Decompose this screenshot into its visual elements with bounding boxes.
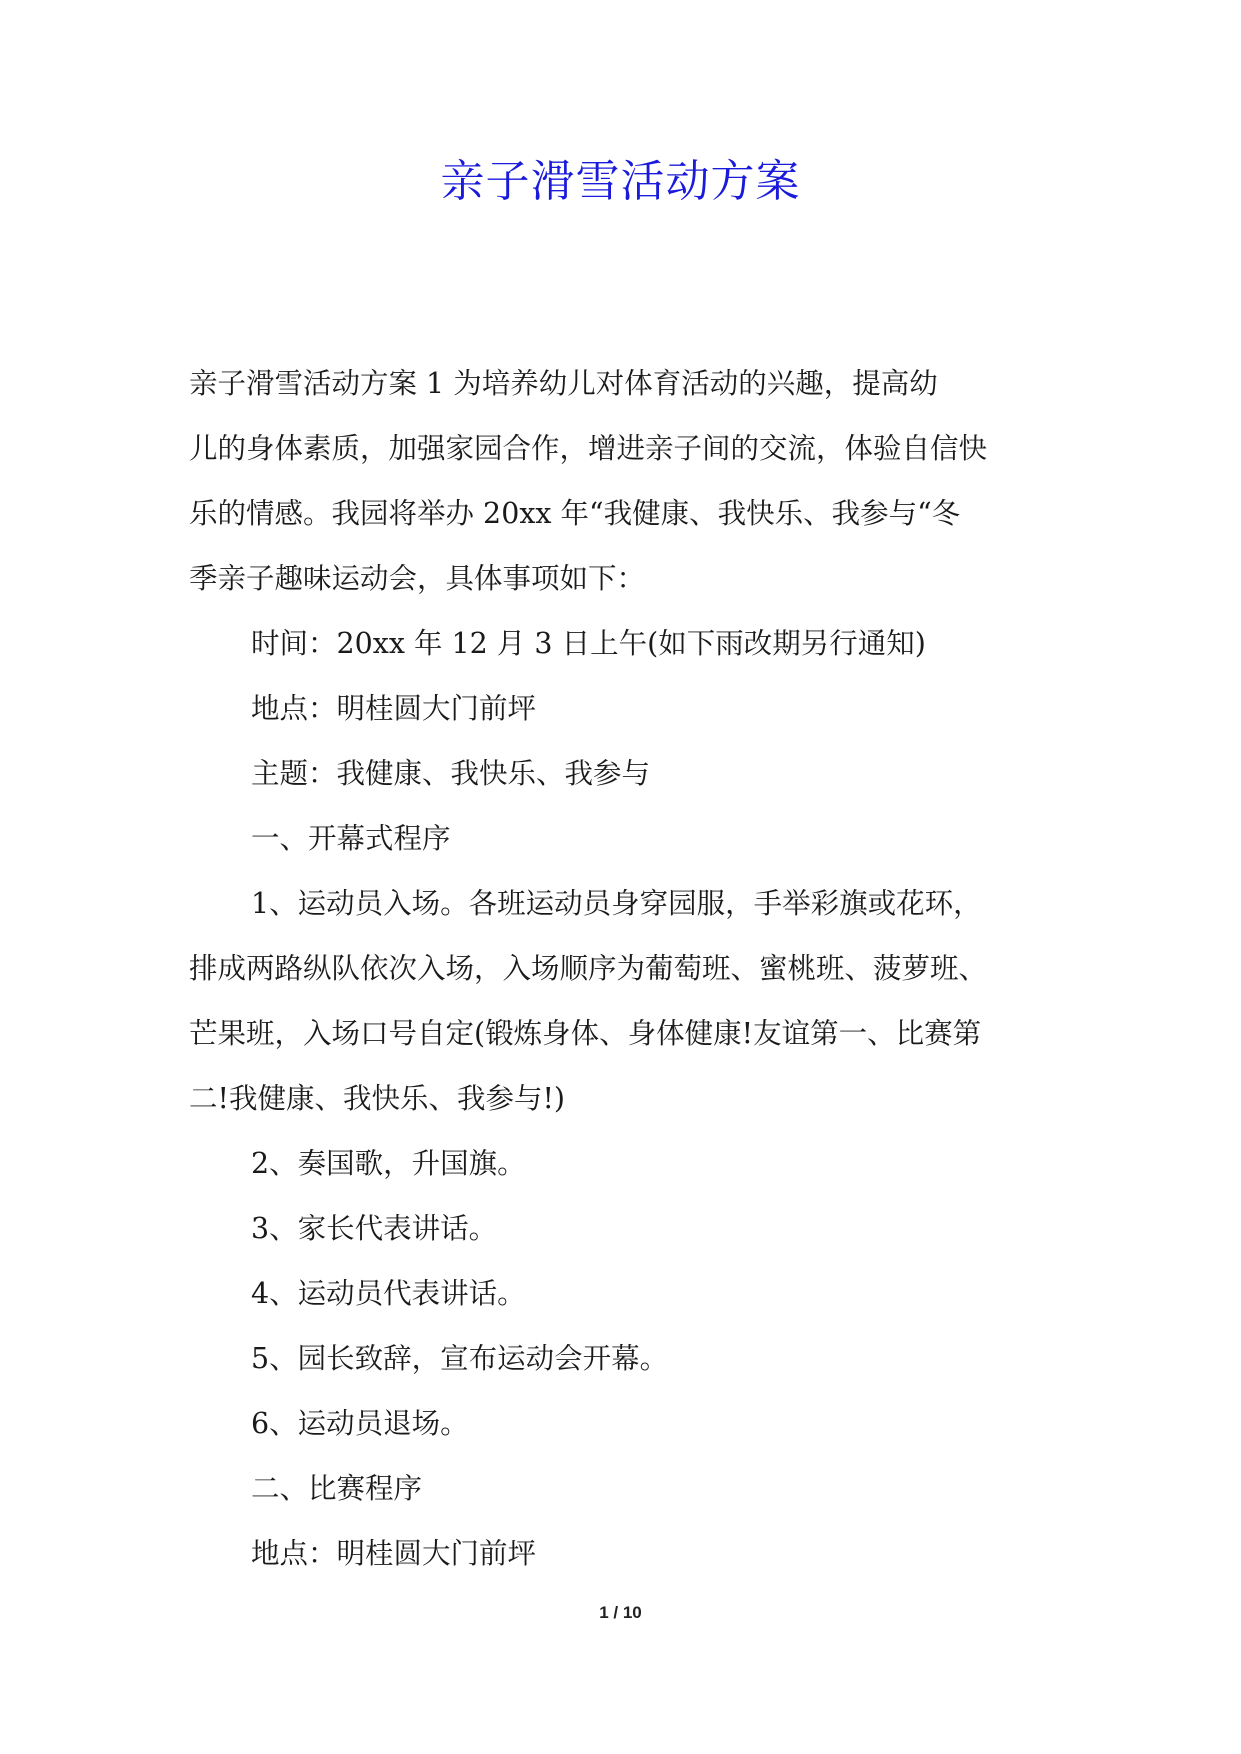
body-line: 季亲子趣味运动会，具体事项如下： [189, 562, 646, 595]
body-line: 地点：明桂圆大门前坪 [251, 1537, 537, 1570]
document-body [189, 351, 1059, 1586]
body-line: 一、开幕式程序 [251, 822, 451, 855]
body-line: 芒果班，入场口号自定(锻炼身体、身体健康!友谊第一、比赛第 [189, 1017, 982, 1050]
body-line: 时间：20xx 年 12 月 3 日上午(如下雨改期另行通知) [251, 627, 926, 660]
body-line: 1、运动员入场。各班运动员身穿园服，手举彩旗或花环， [251, 887, 982, 920]
body-line: 6、运动员退场。 [251, 1407, 469, 1440]
body-line: 地点：明桂圆大门前坪 [251, 692, 537, 725]
document-title: 亲子滑雪活动方案 [440, 156, 801, 207]
page-number: 1 / 10 [599, 1603, 642, 1622]
body-line: 5、园长致辞，宣布运动会开幕。 [251, 1342, 669, 1375]
body-line: 二、比赛程序 [251, 1472, 423, 1505]
body-line: 2、奏国歌，升国旗。 [251, 1147, 526, 1180]
body-line: 主题：我健康、我快乐、我参与 [251, 757, 651, 790]
body-line: 亲子滑雪活动方案 1 为培养幼儿对体育活动的兴趣，提高幼 [189, 367, 938, 400]
body-line: 乐的情感。我园将举办 20xx 年“我健康、我快乐、我参与“冬 [189, 497, 961, 530]
body-line: 3、家长代表讲话。 [251, 1212, 498, 1245]
body-line: 排成两路纵队依次入场，入场顺序为葡萄班、蜜桃班、菠萝班、 [189, 952, 988, 985]
body-line: 4、运动员代表讲话。 [251, 1277, 526, 1310]
body-line: 二!我健康、我快乐、我参与!) [189, 1082, 566, 1115]
body-line: 儿的身体素质，加强家园合作，增进亲子间的交流，体验自信快 [189, 432, 988, 465]
